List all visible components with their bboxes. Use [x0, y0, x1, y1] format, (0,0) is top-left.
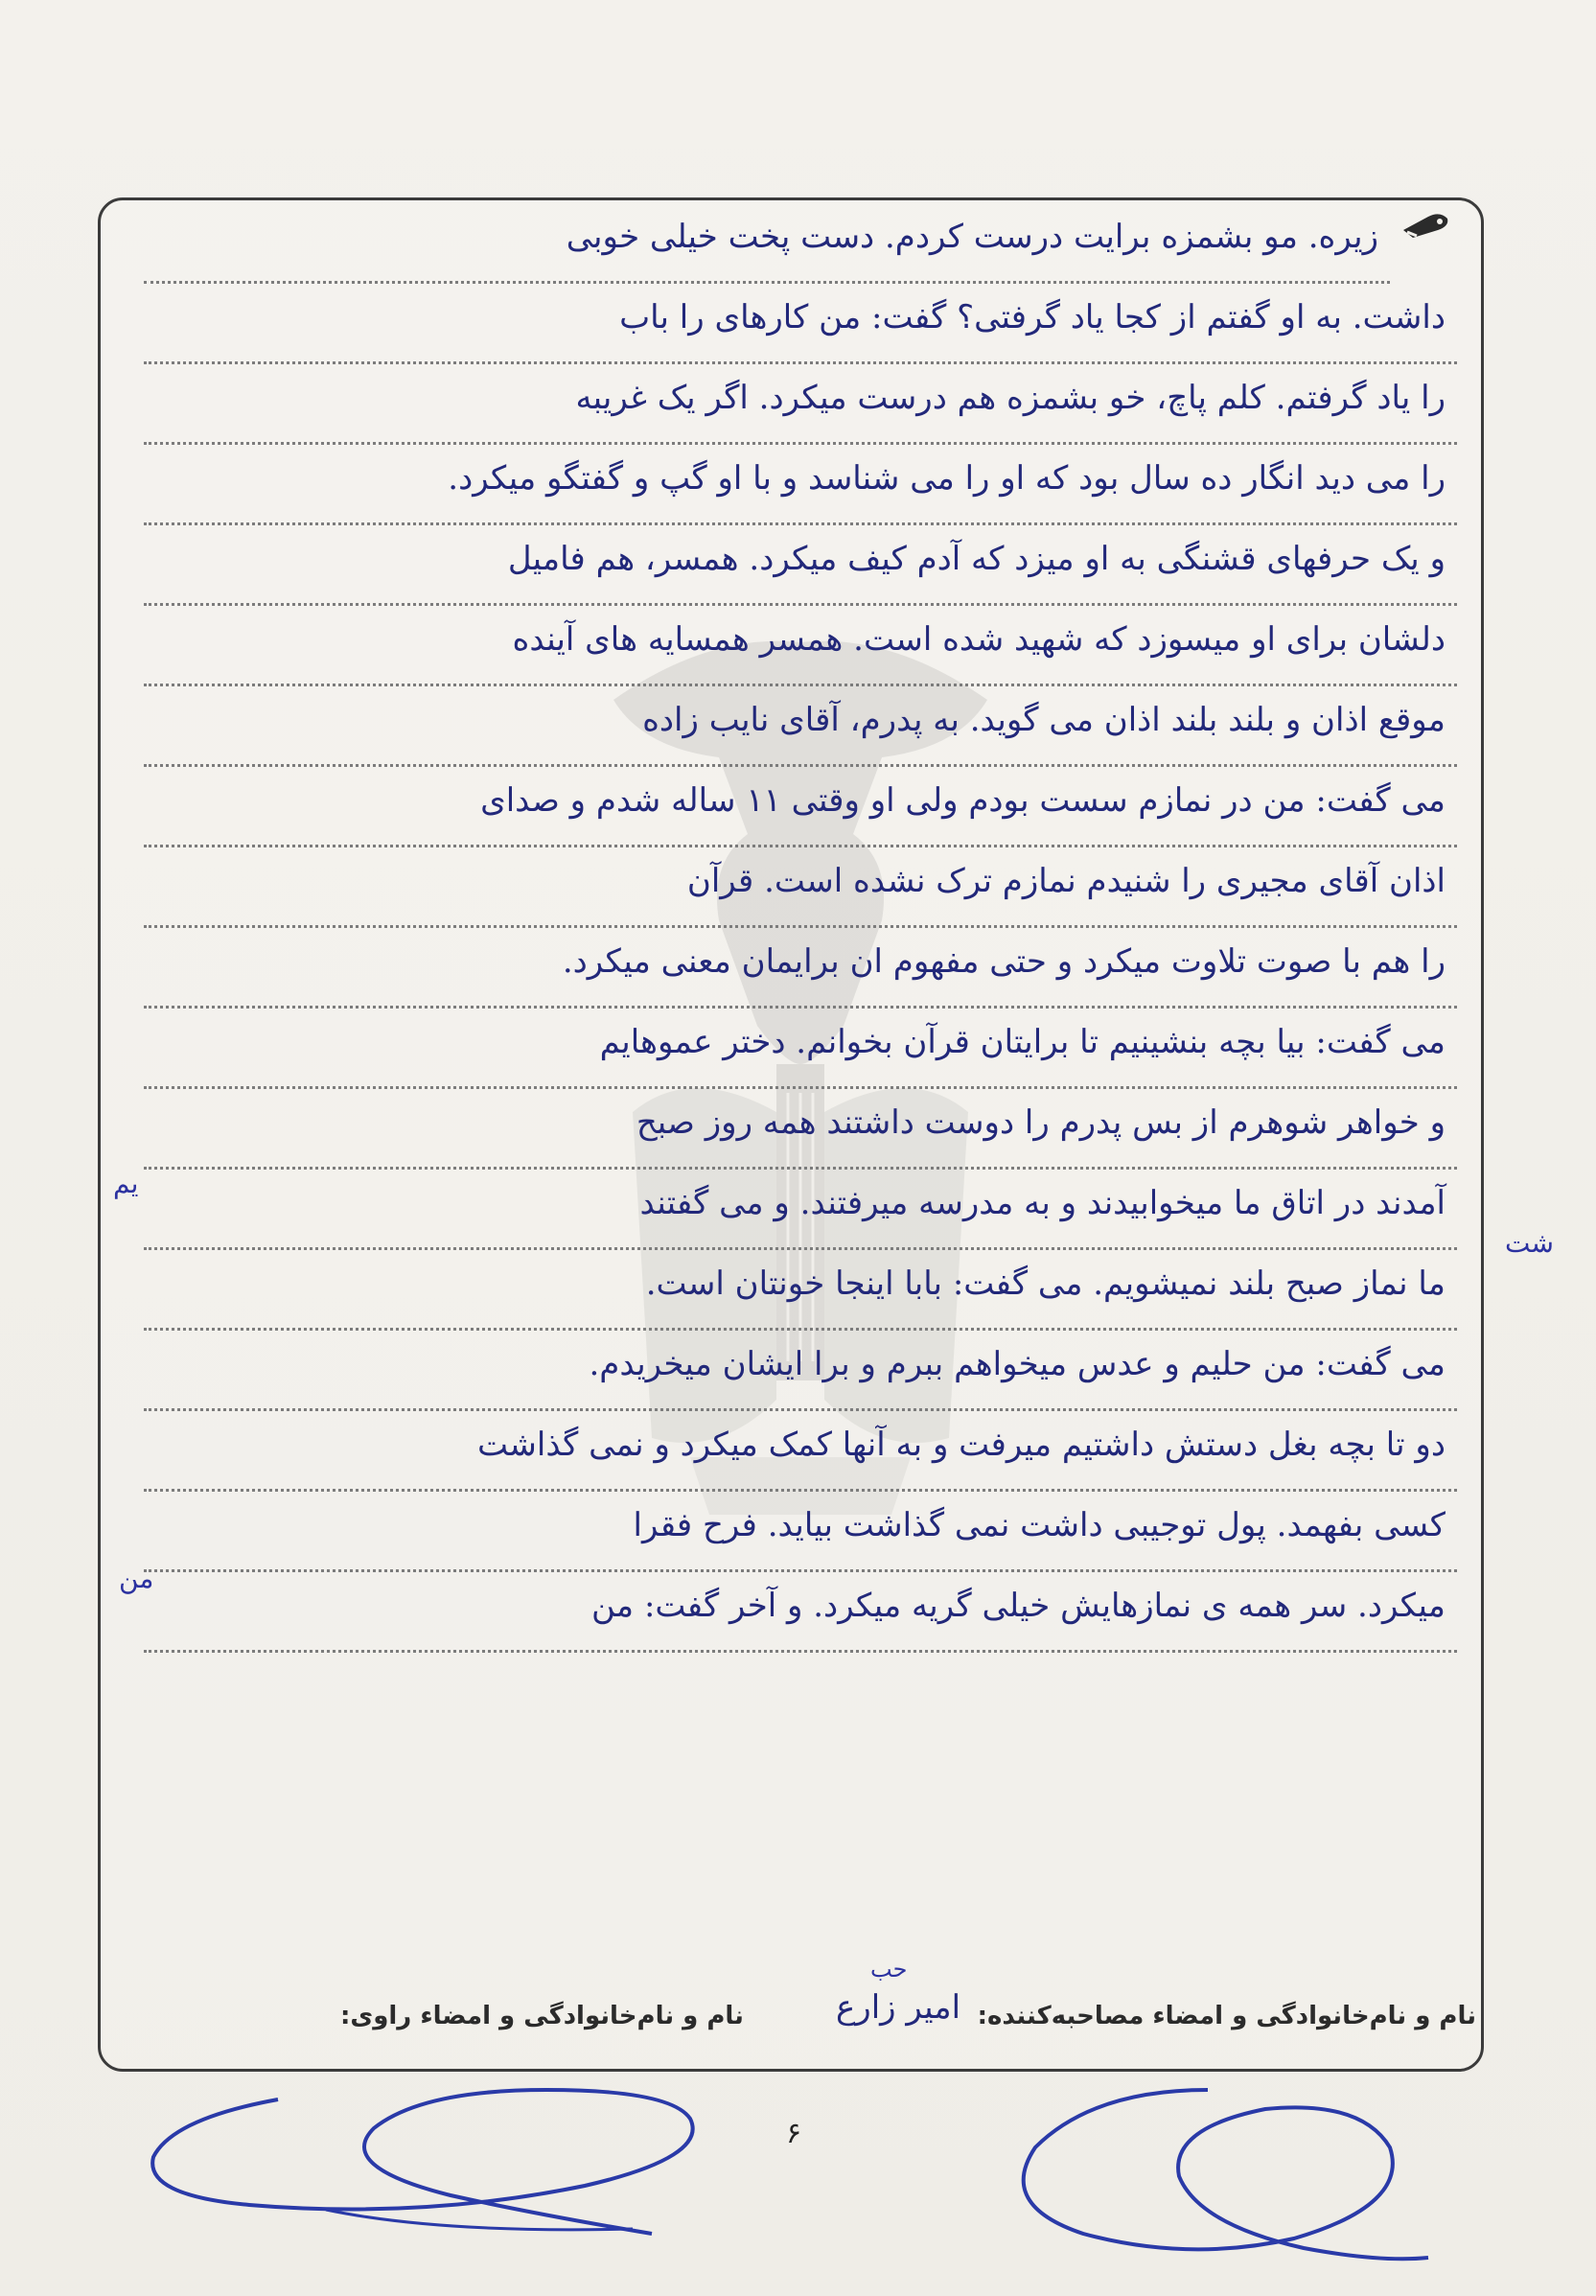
margin-note: من: [119, 1563, 154, 1594]
text-line-5: و یک حرفهای قشنگی به او میزد که آدم کیف میکرد. همسر، هم فامیل: [144, 525, 1457, 606]
text-line-6: دلشان برای او میسوزد که شهید شده است. همسر همسایه های آینده: [144, 606, 1457, 686]
text-line-17: کسی بفهمد. پول توجیبی داشت نمی گذاشت بیاید. فرح فقرا: [144, 1492, 1457, 1572]
text-line-9: اذان آقای مجیری را شنیدم نمازم ترک نشده است. قرآن: [144, 847, 1457, 928]
margin-note: شت: [1505, 1227, 1554, 1259]
text-line-12: و خواهر شوهرم از بس پدرم را دوست داشتند همه روز صبح: [144, 1089, 1457, 1170]
interviewer-signature: [134, 2061, 729, 2243]
text-line-7: موقع اذان و بلند بلند اذان می گوید. به پدرم، آقای نایب زاده: [144, 686, 1457, 767]
text-line-13: آمدند در اتاق ما میخوابیدند و به مدرسه میرفتند. و می گفتند: [144, 1170, 1457, 1250]
interviewer-name-note: حب: [870, 1956, 908, 1983]
text-line-15: می گفت: من حلیم و عدس میخواهم ببرم و برا ایشان میخریدم.: [144, 1331, 1457, 1411]
page-number: ۶: [786, 2117, 802, 2150]
narrator-label: نام و نام‌خانوادگی و امضاء راوی:: [340, 2002, 744, 2030]
pen-icon: [1399, 209, 1451, 242]
text-line-10: را هم با صوت تلاوت میکرد و حتی مفهوم ان برایمان معنی میکرد.: [144, 928, 1457, 1009]
text-line-18: میکرد. سر همه ی نمازهایش خیلی گریه میکرد. و آخر گفت: من: [144, 1572, 1457, 1653]
margin-note: یم: [113, 1168, 139, 1199]
text-line-1: زیره. مو بشمزه برایت درست کردم. دست پخت خیلی خوبی: [144, 203, 1390, 284]
text-line-2: داشت. به او گفتم از کجا یاد گرفتی؟ گفت: من کارهای را باب: [144, 284, 1457, 364]
text-line-14: ما نماز صبح بلند نمیشویم. می گفت: بابا اینجا خونتان است.: [144, 1250, 1457, 1331]
interviewer-label: نام و نام‌خانوادگی و امضاء مصاحبه‌کننده:: [977, 2002, 1476, 2030]
text-line-11: می گفت: بیا بچه بنشینیم تا برایتان قرآن بخوانم. دختر عموهایم: [144, 1009, 1457, 1089]
text-line-8: می گفت: من در نمازم سست بودم ولی او وقتی ۱۱ ساله شدم و صدای: [144, 767, 1457, 847]
interviewer-name: امیر زارع: [836, 1988, 961, 2027]
text-line-4: را می دید انگار ده سال بود که او را می شناسد و با او گپ و گفتگو میکرد.: [144, 445, 1457, 525]
narrator-signature: [978, 2071, 1457, 2272]
text-line-3: را یاد گرفتم. کلم پاچ، خو بشمزه هم درست میکرد. اگر یک غریبه: [144, 364, 1457, 445]
text-line-16: دو تا بچه بغل دستش داشتیم میرفت و به آنها کمک میکرد و نمی گذاشت: [144, 1411, 1457, 1492]
